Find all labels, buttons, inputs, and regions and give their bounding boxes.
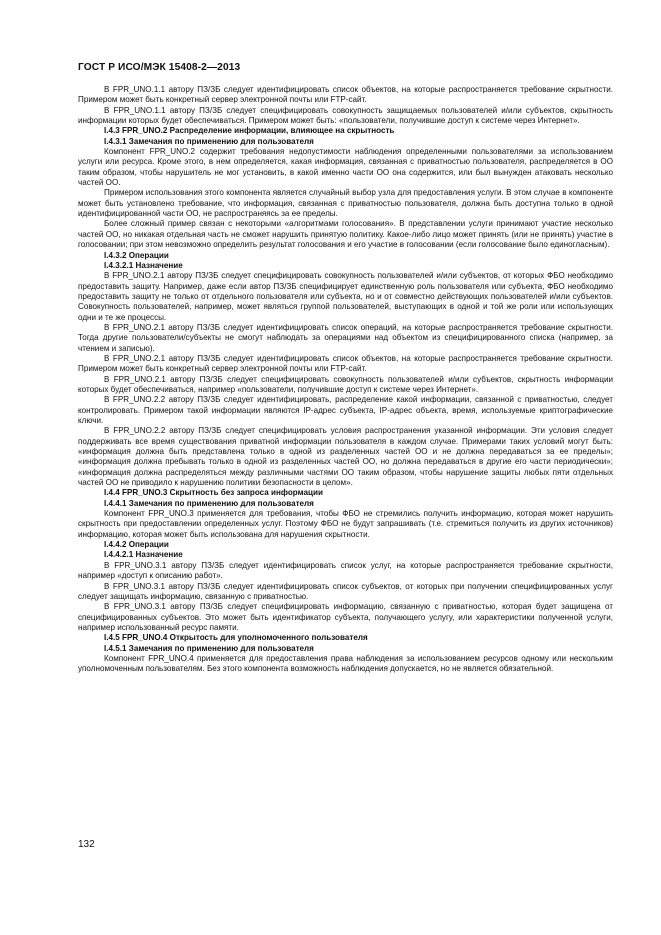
paragraph: Более сложный пример связан с некоторыми «алгоритмами голосования». В представлении услуги принимают участие несколько частей ОО, но никакая отдельная часть не сможет нарушить принятую политику. Какое-либо лицо может принять (или не принять) участие в голосовании; при этом невозможно определить результат голосования и его участие в голосовании (если голосование было единогласным). — [78, 219, 613, 250]
section-heading: I.4.3.1 Замечания по применению для пользователя — [104, 136, 314, 146]
paragraph: В FPR_UNO.3.1 автору ПЗ/ЗБ следует идентифицировать список услуг, на которые распространяется требование скрытности, например «доступ к описанию работ». — [78, 560, 613, 581]
page-header: ГОСТ Р ИСО/МЭК 15408-2—2013 — [78, 62, 241, 73]
paragraph: Компонент FPR_UNO.2 содержит требования недопустимости наблюдения определенными пользователями за использованием услуги или ресурса. Кроме этого, в нем определяется, какая информация, связанная с приватностью пользователя, распределяется в ОО таким образом, чтобы нарушитель не мог установить, в какой именно части ОО она содержится, или был вынужден атаковать несколько частей ОО. — [78, 147, 613, 188]
paragraph: Примером использования этого компонента является случайный выбор узла для предоставления услуги. В этом случае в компоненте может быть установлено требование, что информация, связанная с приватностью пользователя, должна быть доступна только в одной идентифицированной части ОО, не распространяясь за ее пределы. — [78, 188, 613, 219]
section-heading: I.4.3 FPR_UNO.2 Распределение информации, влияющее на скрытность — [104, 126, 395, 136]
section-heading: I.4.4 FPR_UNO.3 Скрытность без запроса информации — [104, 488, 323, 498]
page-number: 132 — [78, 839, 95, 850]
section-heading: I.4.4.2.1 Назначение — [104, 550, 183, 560]
paragraph: В FPR_UNO.1.1 автору ПЗ/ЗБ следует идентифицировать список объектов, на которые распространяется требование скрытности. Примером может быть конкретный сервер электронной почты или FTP-сайт. — [78, 85, 613, 105]
paragraph: В FPR_UNO.2.1 автору ПЗ/ЗБ следует идентифицировать список операций, на которые распространяется требование скрытности. Тогда другие пользователи/субъекты не смогут наблюдать за операциями над объектом из специфицированного списка (например, за чтением и записью). — [78, 322, 613, 353]
section-heading: I.4.4.2 Операции — [104, 540, 169, 550]
paragraph: В FPR_UNO.2.2 автору ПЗ/ЗБ следует специфицировать условия распространения указанной информации. Эти условия следует поддерживать все время существования приватной информации пользователя в каждом случае. Примерами таких условий могут быть: «информация должна быть представлена только в одной из разделенных частей ОО и не должна передаваться за ее пределы»; «информация должна пребывать только в одной из разделенных частей ОО, но должна передаваться в другие его части периодически»; «информация должна распределяться между различными частями ОО таким образом, чтобы нарушение защиты любых пяти отдельных частей ОО не приводило к нарушению политики безопасности в целом». — [78, 426, 613, 488]
paragraph: В FPR_UNO.1.1 автору ПЗ/ЗБ следует специфицировать совокупность защищаемых пользователей и/или субъектов, скрытность информации которых будет обеспечиваться. Примером может быть: «пользователи, получившие доступ к системе через Интернет». — [78, 105, 613, 126]
document-page — [78, 0, 613, 935]
section-heading: I.4.3.2.1 Назначение — [104, 260, 183, 270]
paragraph: Компонент FPR_UNO.3 применяется для требования, чтобы ФБО не стремились получить информацию, которая может нарушить скрытность при предоставлении определенных услуг. Поэтому ФБО не будут запрашивать (т.е. стремиться получить из других источников) информацию, которая может быть использована для нарушения скрытности. — [78, 509, 613, 539]
paragraph: В FPR_UNO.2.1 автору ПЗ/ЗБ следует специфицировать совокупность пользователей и/или субъектов, от которых ФБО необходимо предоставить защиту. Например, даже если автор ПЗ/ЗБ специфицирует единственную роль пользователя или субъекта, ФБО необходимо предоставить защиту не только от отдельного пользователя или субъекта, но и от совместно действующих пользователей и/или субъектов. Совокупность пользователей, например, может являться группой пользователей, выступающих в одной и той же роли или использующих одни и те же процессы. — [78, 271, 613, 322]
paragraph: В FPR_UNO.3.1 автору ПЗ/ЗБ следует идентифицировать список субъектов, от которых при получении специфицированных услуг следует защищать информацию, связанную с приватностью. — [78, 581, 613, 601]
section-heading: I.4.5.1 Замечания по применению для пользователя — [104, 643, 314, 653]
section-heading: I.4.3.2 Операции — [104, 250, 169, 260]
paragraph: В FPR_UNO.2.1 автору ПЗ/ЗБ следует специфицировать совокупность пользователей и/или субъектов, скрытность информации которых будет обеспечиваться, например «пользователи, получившие доступ к системе через Интернет». — [78, 374, 613, 394]
section-heading: I.4.5 FPR_UNO.4 Открытость для уполномоченного пользователя — [104, 633, 368, 643]
paragraph: В FPR_UNO.2.2 автору ПЗ/ЗБ следует идентифицировать, распределение какой информации, связанной с приватностью, следует контролировать. Примером такой информации являются IP-адрес субъекта, IP-адрес объекта, время, используемые криптографические ключи. — [78, 395, 613, 425]
paragraph: В FPR_UNO.3.1 автору ПЗ/ЗБ следует специфицировать информацию, связанную с приватностью, которая будет защищена от специфицированных субъектов. Это может быть идентификатор субъекта, получающего услугу, или характеристики полученной услуги, например использованный ресурс памяти. — [78, 602, 613, 632]
document-body — [78, 85, 613, 675]
paragraph: Компонент FPR_UNO.4 применяется для предоставления права наблюдения за использованием ресурсов одному или нескольким уполномоченным пользователям. Без этого компонента возможность наблюдения допускается, но не является обязательной. — [78, 653, 613, 674]
section-heading: I.4.4.1 Замечания по применению для пользователя — [104, 498, 314, 508]
paragraph: В FPR_UNO.2.1 автору ПЗ/ЗБ следует идентифицировать список объектов, на которые распространяется требование скрытности. Примером может быть конкретный сервер электронной почты или FTP-сайт. — [78, 353, 613, 374]
